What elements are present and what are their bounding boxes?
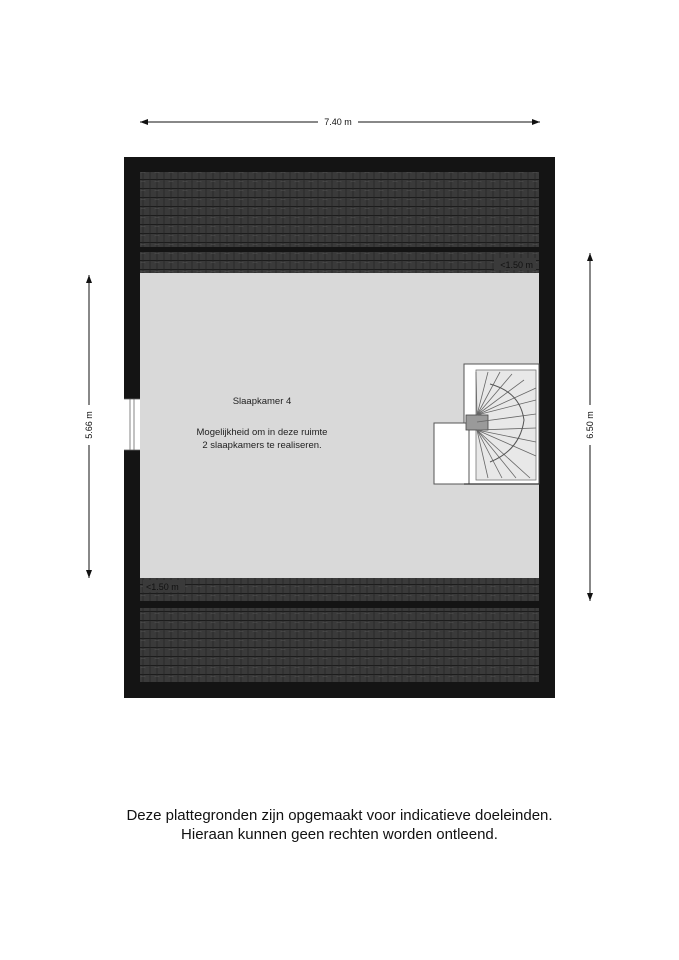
room-note-line1: Mogelijkheid om in deze ruimte — [196, 427, 328, 438]
headroom-label-bottom: <1.50 m — [146, 582, 179, 592]
dimension-left — [82, 275, 96, 578]
dimension-left-label: 5.66 m — [84, 411, 94, 439]
roof-low-zone-top — [140, 252, 539, 273]
room-name: Slaapkamer 4 — [232, 396, 292, 407]
window-left — [124, 399, 140, 450]
disclaimer-line2: Hieraan kunnen geen rechten worden ontleend. — [181, 826, 498, 843]
dimension-top — [140, 114, 540, 128]
dimension-right — [583, 253, 597, 601]
dimension-top-label: 7.40 m — [324, 117, 352, 127]
roof-low-zone-bottom — [140, 578, 539, 601]
roof-slope-top — [140, 172, 539, 247]
dimension-right-label: 6.50 m — [585, 411, 595, 439]
headroom-label-top: <1.50 m — [500, 260, 533, 270]
disclaimer-line1: Deze plattegronden zijn opgemaakt voor indicatieve doeleinden. — [126, 807, 553, 824]
room-note-line2: 2 slaapkamers te realiseren. — [202, 440, 322, 451]
roof-slope-bottom — [140, 608, 539, 682]
